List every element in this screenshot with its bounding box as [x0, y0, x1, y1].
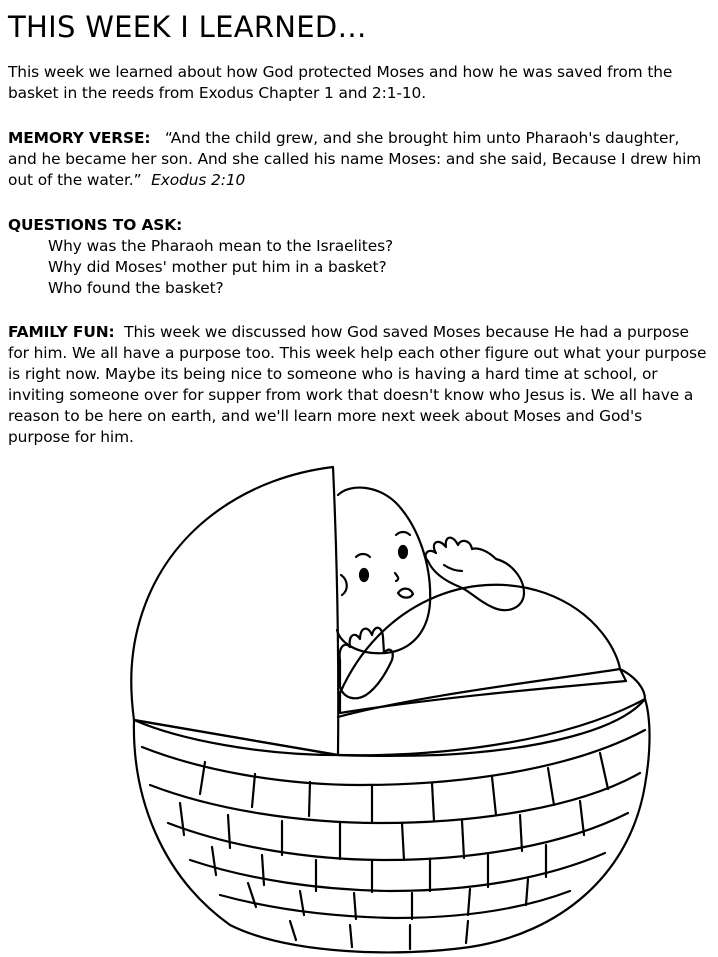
baby-head — [337, 488, 430, 654]
questions-label: QUESTIONS TO ASK: — [8, 216, 183, 234]
question-item: Why was the Pharaoh mean to the Israelites? — [48, 237, 394, 255]
family-fun-label: FAMILY FUN: — [8, 323, 115, 341]
basket-hood — [131, 467, 338, 755]
family-fun-text: This week we discussed how God saved Moses because He had a purpose for him. We all have a purpose too. This week help each other figure out what your purpose is right now. Maybe its being nice to someone who is having a hard time at school, or inviting someone over for supper from work that doesn't know who Jesus is. We all have a reason to be here on earth, and we'll learn more next week about Moses and God's purpose for him. — [8, 323, 707, 446]
baby-eye — [360, 569, 368, 581]
questions-list — [8, 236, 708, 299]
page-title: THIS WEEK I LEARNED… — [8, 10, 367, 44]
questions-section — [8, 215, 708, 299]
question-item: Why did Moses' mother put him in a basket? — [48, 258, 387, 276]
question-item: Who found the basket? — [48, 279, 224, 297]
baby-mouth — [398, 589, 413, 598]
baby-right-hand — [426, 538, 524, 611]
baby-moses-basket-illustration — [0, 455, 718, 957]
memory-verse-section — [8, 128, 708, 191]
memory-verse-label: MEMORY VERSE: — [8, 129, 151, 147]
memory-verse-reference: Exodus 2:10 — [151, 171, 246, 189]
baby-eye — [399, 546, 407, 558]
basket-shell — [134, 699, 650, 952]
baby-left-hand — [340, 628, 393, 699]
basket-rim-front — [134, 699, 645, 755]
intro-paragraph: This week we learned about how God protected Moses and how he was saved from the basket in the reeds from Exodus Chapter 1 and 2:1-10. — [8, 63, 673, 102]
family-fun-section — [8, 322, 708, 448]
memory-verse-text: “And the child grew, and she brought him unto Pharaoh's daughter, and he became her son. And she called his name Moses: and she said, Because I drew him out of the water.” — [8, 129, 702, 189]
